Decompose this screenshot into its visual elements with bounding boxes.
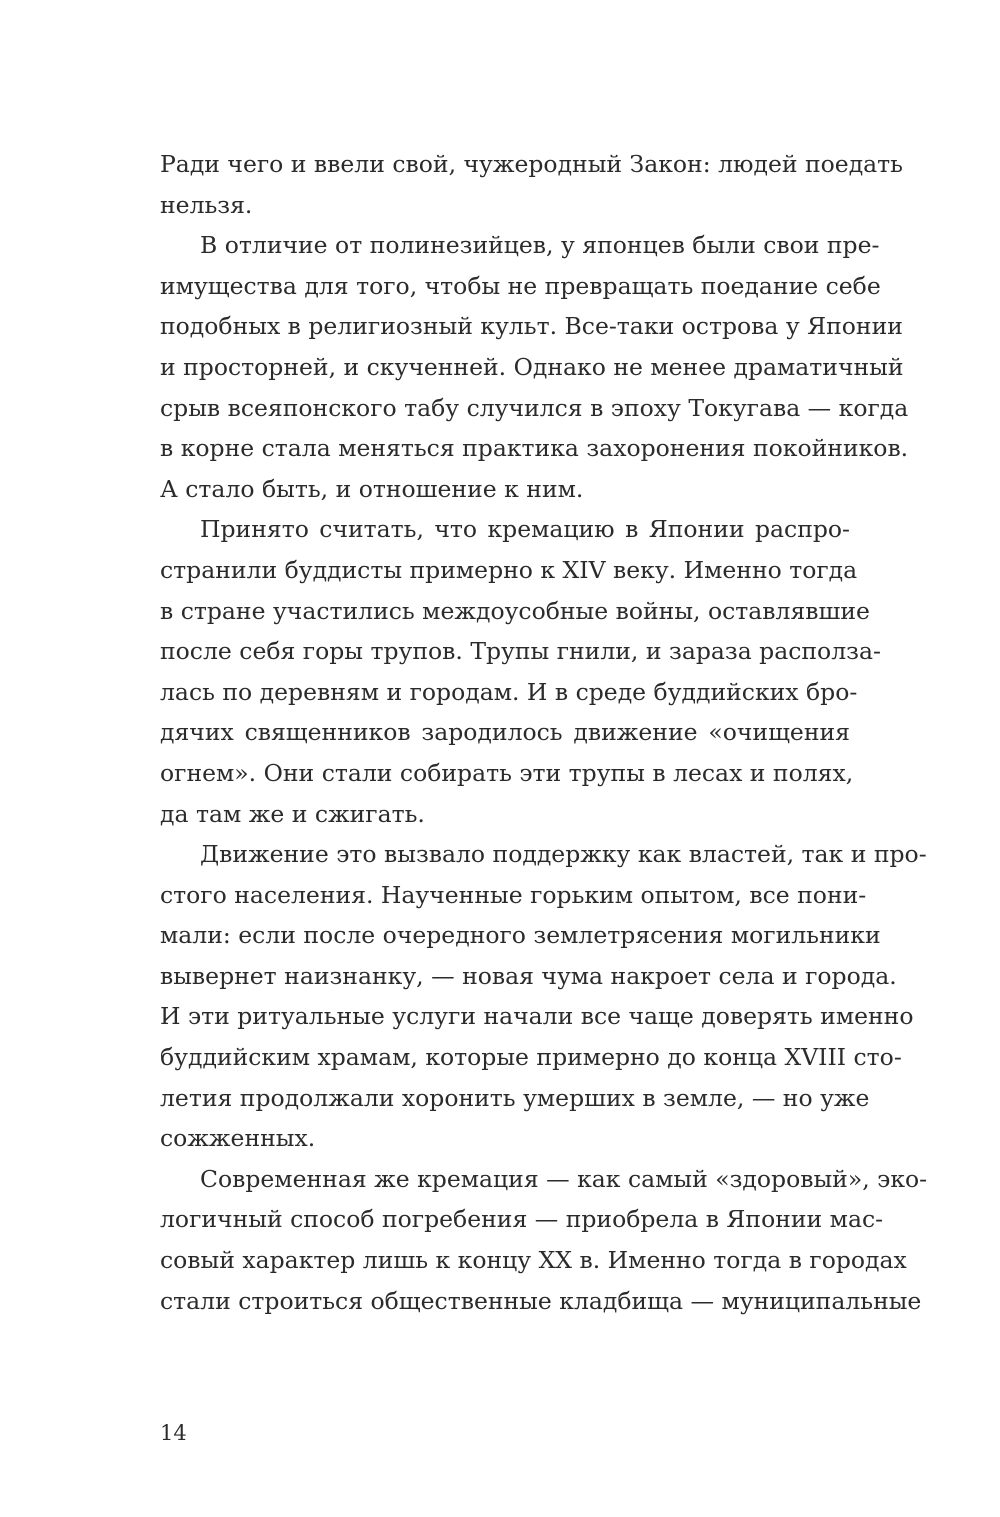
- text-line: имущества для того, чтобы не превращать поедание себе: [160, 271, 881, 300]
- text-line: летия продолжали хоронить умерших в земле, — но уже: [160, 1083, 870, 1112]
- text-line: А стало быть, и отношение к ним.: [160, 474, 584, 503]
- text-line: В отличие от полинезийцев, у японцев были свои пре-: [200, 231, 880, 260]
- body-text: [160, 144, 928, 1321]
- text-line: Ради чего и ввели свой, чужеродный Закон: людей поедать: [160, 150, 903, 178]
- paragraph: [160, 834, 927, 1159]
- text-line: лась по деревням и городам. И в среде буддийских бро-: [160, 677, 858, 706]
- text-line: мали: если после очередного землетрясения могильники: [160, 921, 881, 950]
- text-line: срыв всеяпонского табу случился в эпоху Токугава — когда: [160, 393, 909, 422]
- paragraph: [160, 144, 903, 225]
- page-number: 14: [160, 1421, 187, 1445]
- text-line: Движение это вызвало поддержку как властей, так и про-: [200, 840, 927, 869]
- text-line: совый характер лишь к концу XX в. Именно тогда в городах: [160, 1246, 907, 1275]
- text-line: в корне стала меняться практика захоронения покойников.: [160, 434, 909, 463]
- text-line: странили буддисты примерно к XIV веку. Именно тогда: [160, 555, 858, 584]
- text-line: логичный способ погребения — приобрела в Японии мас-: [160, 1205, 884, 1234]
- text-line: стого населения. Наученные горьким опытом, все пони-: [160, 880, 867, 909]
- text-line: дячих священников зародилось движение «очищения: [160, 718, 850, 747]
- text-line: после себя горы трупов. Трупы гнили, и зараза располза-: [160, 637, 881, 666]
- text-line: вывернет наизнанку, — новая чума накроет села и города.: [160, 961, 897, 990]
- text-line: буддийским храмам, которые примерно до конца XVIII сто-: [160, 1043, 902, 1072]
- text-line: да там же и сжигать.: [160, 799, 425, 828]
- text-line: Современная же кремация — как самый «здоровый», эко-: [200, 1164, 928, 1193]
- text-line: Принято считать, что кремацию в Японии распро-: [200, 515, 850, 544]
- paragraph: [160, 509, 881, 834]
- paragraph: [160, 1159, 928, 1321]
- text-line: нельзя.: [160, 190, 253, 219]
- text-line: сожженных.: [160, 1124, 316, 1153]
- paragraph: [160, 225, 909, 509]
- text-line: стали строиться общественные кладбища — муниципальные: [160, 1286, 922, 1315]
- text-line: И эти ритуальные услуги начали все чаще доверять именно: [160, 1002, 914, 1031]
- text-line: огнем». Они стали собирать эти трупы в лесах и полях,: [160, 758, 854, 787]
- text-line: и просторней, и скученней. Однако не менее драматичный: [160, 352, 904, 381]
- text-line: подобных в религиозный культ. Все-таки острова у Японии: [160, 312, 903, 341]
- text-line: в стране участились междоусобные войны, оставлявшие: [160, 596, 870, 625]
